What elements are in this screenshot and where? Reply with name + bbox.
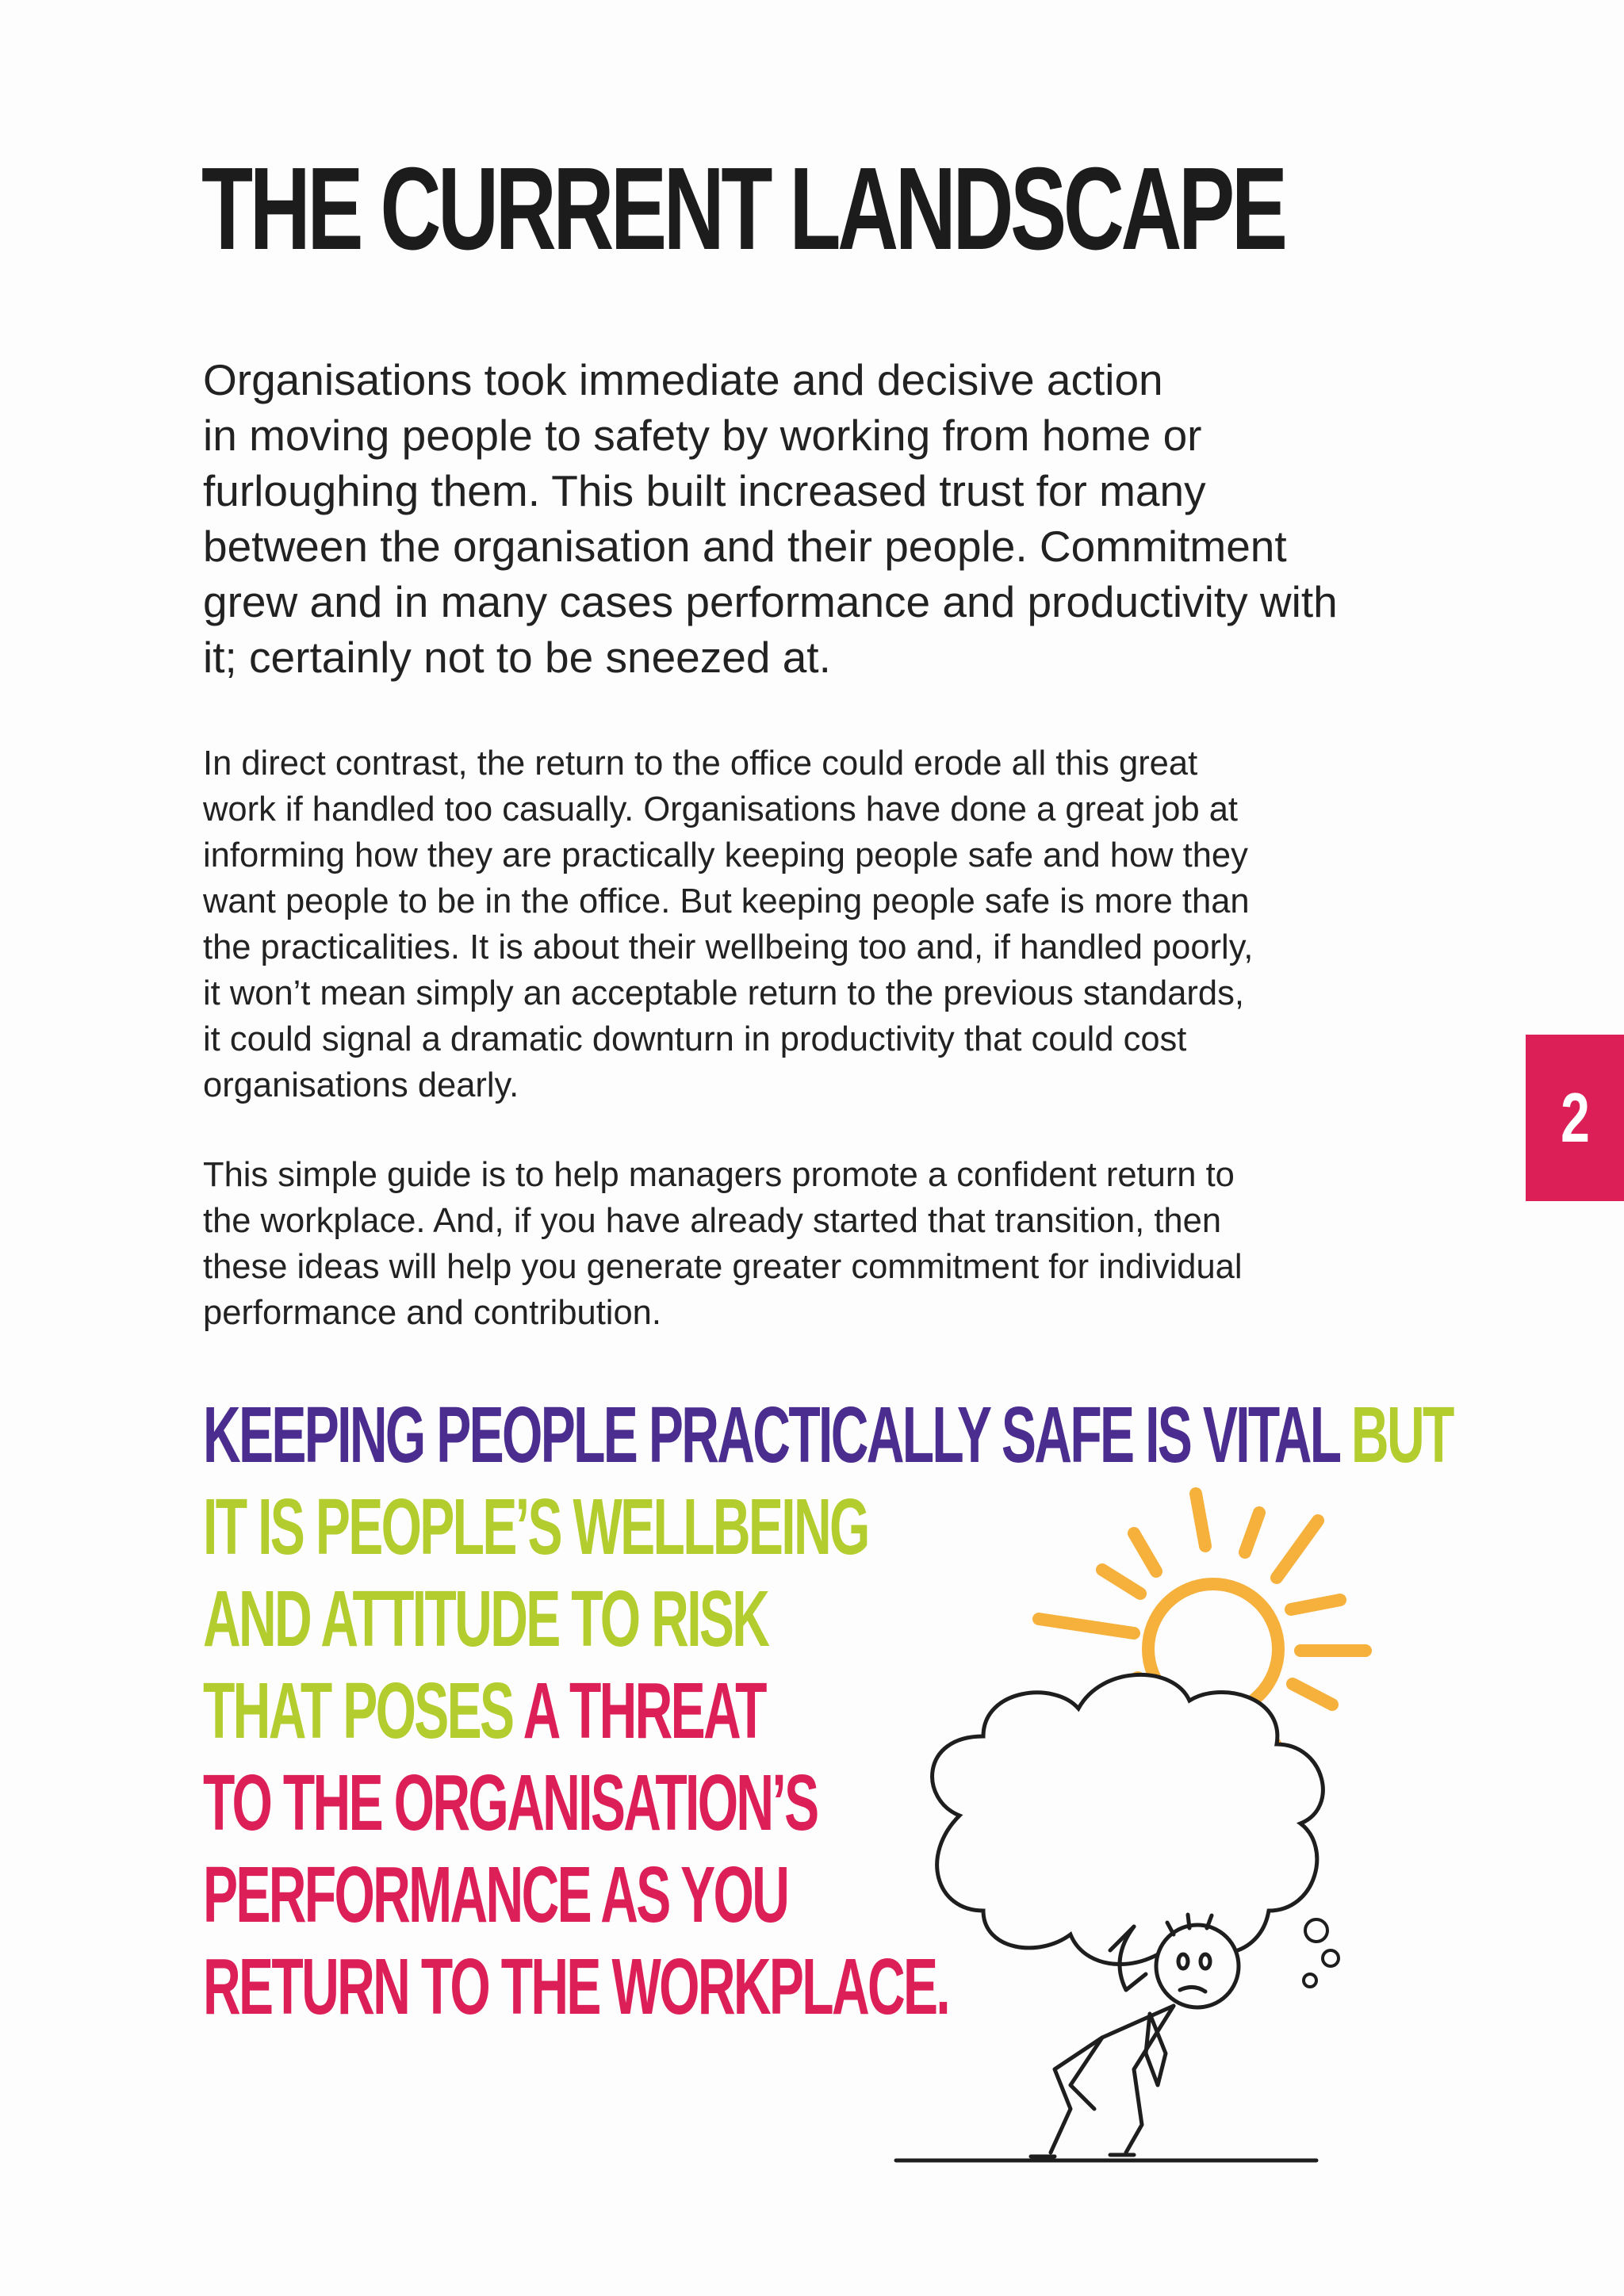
intro-line: Organisations took immediate and decisive action — [203, 355, 1163, 404]
body-paragraph-2 — [203, 1152, 1440, 1336]
body-line: the practicalities. It is about their wellbeing too and, if handled poorly, — [203, 928, 1254, 966]
body-line: it could signal a dramatic downturn in productivity that could cost — [203, 1020, 1187, 1058]
page-number: 2 — [1560, 1078, 1590, 1157]
page-title: THE CURRENT LANDSCAPE — [201, 144, 1285, 274]
body-line: In direct contrast, the return to the office could erode all this great — [203, 744, 1198, 783]
body-line: informing how they are practically keeping people safe and how they — [203, 836, 1248, 874]
body-line: organisations dearly. — [203, 1066, 519, 1104]
cloud-icon — [933, 1674, 1323, 1964]
body-line: work if handled too casually. Organisations have done a great job at — [203, 790, 1238, 828]
callout-line-7: RETURN TO THE WORKPLACE. — [203, 1942, 949, 2031]
callout-text-lime: BUT — [1350, 1391, 1453, 1479]
body-line: performance and contribution. — [203, 1294, 661, 1332]
callout-text-pink: A THREAT — [523, 1667, 765, 1755]
callout-line-3: AND ATTITUDE TO RISK — [203, 1575, 768, 1663]
page-number-tab — [1526, 1035, 1624, 1201]
callout-line-6: PERFORMANCE AS YOU — [203, 1850, 788, 1939]
callout-line-2: IT IS PEOPLE’S WELLBEING — [203, 1483, 868, 1571]
body-line: it won’t mean simply an acceptable return to the previous standards, — [203, 974, 1244, 1012]
body-line: the workplace. And, if you have already started that transition, then — [203, 1202, 1222, 1240]
intro-line: it; certainly not to be sneezed at. — [203, 633, 831, 682]
intro-paragraph — [203, 352, 1440, 685]
intro-line: grew and in many cases performance and productivity with — [203, 577, 1338, 626]
intro-line: between the organisation and their people. Commitment — [203, 522, 1287, 571]
intro-line: furloughing them. This built increased trust for many — [203, 466, 1206, 515]
intro-line: in moving people to safety by working from home or — [203, 411, 1202, 460]
body-line: want people to be in the office. But keeping people safe is more than — [203, 882, 1250, 920]
thought-bubbles-icon — [1304, 1919, 1339, 1987]
body-paragraph-1 — [203, 740, 1440, 1108]
body-line: This simple guide is to help managers promote a confident return to — [203, 1156, 1235, 1194]
callout-line-1 — [203, 1389, 1453, 1481]
body-line: these ideas will help you generate greater commitment for individual — [203, 1248, 1243, 1286]
callout-text-purple: KEEPING PEOPLE PRACTICALLY SAFE IS VITAL — [203, 1391, 1351, 1479]
callout-line-5: TO THE ORGANISATION’S — [203, 1758, 818, 1847]
worried-person-illustration — [872, 1483, 1443, 2180]
callout-text-lime: THAT POSES — [203, 1667, 523, 1755]
